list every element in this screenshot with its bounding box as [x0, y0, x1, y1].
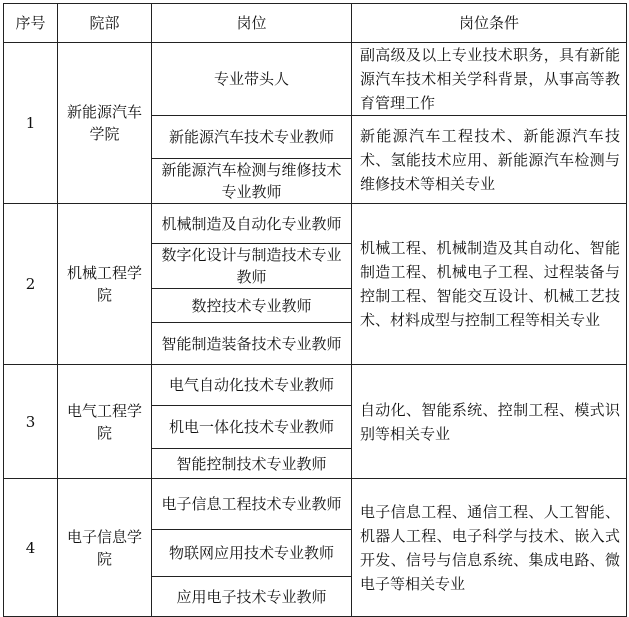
header-position: 岗位 — [152, 4, 352, 43]
table-row — [4, 365, 627, 406]
position-cell: 物联网应用技术专业教师 — [152, 530, 352, 577]
conditions-cell: 机械工程、机械制造及其自动化、智能制造工程、机械电子工程、过程装备与控制工程、智能交互设计、机械工艺技术、材料成型与控制工程等相关专业 — [352, 204, 627, 365]
table-row — [4, 204, 627, 244]
position-cell: 新能源汽车检测与维修技术专业教师 — [152, 159, 352, 204]
conditions-cell: 副高级及以上专业技术职务，具有新能源汽车技术相关学科背景，从事高等教育管理工作 — [352, 43, 627, 116]
position-cell: 机械制造及自动化专业教师 — [152, 204, 352, 244]
row-number: 2 — [4, 204, 58, 365]
table-row — [4, 43, 627, 116]
department-cell: 机械工程学院 — [58, 204, 152, 365]
conditions-cell: 自动化、智能系统、控制工程、模式识别等相关专业 — [352, 365, 627, 479]
department-cell: 电气工程学院 — [58, 365, 152, 479]
position-cell: 专业带头人 — [152, 43, 352, 116]
row-number: 4 — [4, 479, 58, 617]
header-no: 序号 — [4, 4, 58, 43]
positions-table — [3, 3, 627, 617]
position-cell: 新能源汽车技术专业教师 — [152, 116, 352, 159]
position-cell: 应用电子技术专业教师 — [152, 577, 352, 617]
position-cell: 智能制造装备技术专业教师 — [152, 323, 352, 365]
position-cell: 智能控制技术专业教师 — [152, 449, 352, 479]
header-dept: 院部 — [58, 4, 152, 43]
department-cell: 电子信息学院 — [58, 479, 152, 617]
position-cell: 机电一体化技术专业教师 — [152, 406, 352, 449]
row-number: 3 — [4, 365, 58, 479]
table-row — [4, 479, 627, 530]
row-number: 1 — [4, 43, 58, 204]
header-conditions: 岗位条件 — [352, 4, 627, 43]
header-row — [4, 4, 627, 43]
department-cell: 新能源汽车学院 — [58, 43, 152, 204]
position-cell: 电子信息工程技术专业教师 — [152, 479, 352, 530]
position-cell: 数字化设计与制造技术专业教师 — [152, 244, 352, 289]
position-cell: 电气自动化技术专业教师 — [152, 365, 352, 406]
position-cell: 数控技术专业教师 — [152, 289, 352, 323]
conditions-cell: 电子信息工程、通信工程、人工智能、机器人工程、电子科学与技术、嵌入式开发、信号与信息系统、集成电路、微电子等相关专业 — [352, 479, 627, 617]
conditions-cell: 新能源汽车工程技术、新能源汽车技术、氢能技术应用、新能源汽车检测与维修技术等相关专业 — [352, 116, 627, 204]
